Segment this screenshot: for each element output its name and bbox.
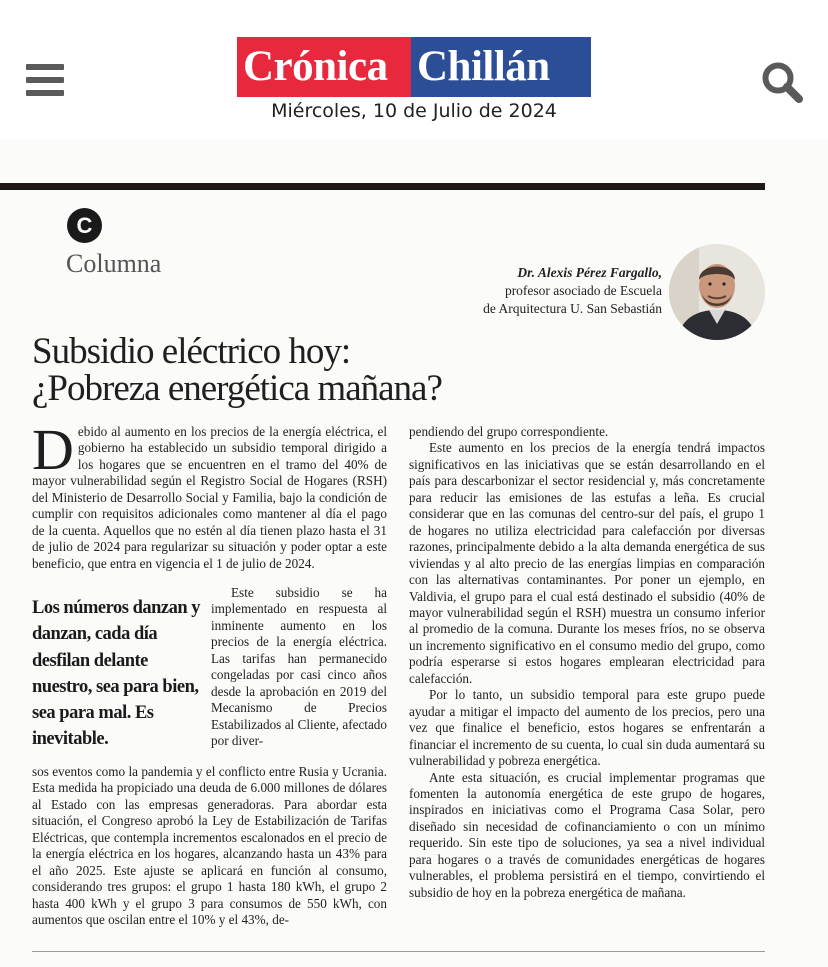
column-right — [409, 424, 765, 901]
article-clipping — [0, 139, 828, 967]
current-date-text: Miércoles, 10 de Julio de 2024 — [271, 100, 557, 122]
paragraph-2-part2: sos eventos como la pandemia y el conflicto entre Rusia y Ucrania. Esta medida ha propiciado una deuda de 6.000 millones de dólares al Estado con las empresas generadoras. Para abordar esta situación, el Congreso aprobó la Ley de Estabilización de Tarifas Eléctricas, que contempla incrementos escalonados en el precio de la energía eléctrica en los hogares, alcanzando hasta un 43% para el año 2025. Este ajuste se aplicará en función al consumo, considerando tres grupos: el grupo 1 hasta 180 kWh, el grupo 2 hasta 400 kWh y el grupo 3 para consumos de 550 kWh, con aumentos que oscilan entre el 10% y el 43%, de- — [32, 764, 387, 928]
bottom-rule — [32, 951, 765, 952]
paragraph-2-continued: pendiendo del grupo correspondiente. — [409, 424, 609, 439]
hamburger-menu-icon[interactable] — [26, 64, 64, 96]
paragraph-1: ebido al aumento en los precios de la energía eléctrica, el gobierno ha establecido un subsidio temporal dirigido a los hogares que se encuentren en el tramo del 40% de mayor vulnerabilidad según el Registro Social de Hogares (RSH) del Ministerio de Desarrollo Social y Familia, bajo la condición de cumplir con requisitos adicionales como mantener al día el pago de la cuenta. Aquellos que no estén al día tienen plazo hasta el 31 de julio de 2024 para regularizar su situación y poder optar a este beneficio, que entra en vigencia el 1 de julio de 2024. — [32, 424, 387, 571]
author-byline — [483, 264, 662, 318]
search-icon[interactable] — [760, 60, 804, 104]
author-name: Dr. Alexis Pérez Fargallo, — [517, 265, 662, 280]
pull-quote: Los números danzan y danzan, cada día desfilan delante nuestro, sea para bien, sea para mal. Es inevitable. — [32, 598, 201, 750]
headline-line1: Subsidio eléctrico hoy: — [32, 331, 351, 372]
article-headline — [32, 333, 632, 407]
paragraph-4: Por lo tanto, un subsidio temporal para este grupo puede ayudar a mitigar el impacto del aumento de los precios, pero una vez que finalice el beneficio, estos hogares se enfrentarán a financiar el incremento de su cuenta, lo cual sin duda aumentará su vulnerabilidad y pobreza energética. — [409, 687, 765, 769]
site-logo[interactable] — [237, 37, 591, 97]
current-date — [0, 100, 828, 122]
section-badge: C — [67, 208, 102, 243]
section-label: Columna — [66, 249, 162, 278]
column-left-middle — [211, 585, 387, 750]
paragraph-3: Este aumento en los precios de la energía tendrá impactos significativos en las iniciativas que se están desarrollando en el país para descarbonizar el sector residencial y, más concretamente para reducir las emisiones de las estufas a leña. Es crucial considerar que en las comunas del centro-sur del país, el grupo 1 de hogares no utiliza electricidad para calefacción por diversas razones, principalmente debido a la alta demanda energética de sus viviendas y al alto precio de las energías limpias en comparación con las alternativas contaminantes. Por poner un ejemplo, en Valdivia, el grupo para el cual está destinado el subsidio (40% de mayor vulnerabilidad según el RSH) muestra un consumo inferior al promedio de la comuna. Durante los meses fríos, no se observa un incremento significativo en el consumo medio del grupo, como podría esperarse si estos hogares emplearan electricidad para calefacción. — [409, 440, 765, 686]
paragraph-5: Ante esta situación, es crucial implementar programas que fomenten la autonomía energética de este grupo de hogares, inspirados en iniciativas como el Programa Casa Solar, pero diseñado sin necesidad de cofinanciamiento o con un mínimo requerido. Sin este tipo de soluciones, ya sea a nivel individual para hogares o a través de comunidades energéticas de hogares vulnerables, el problema persistirá en el tiempo, convirtiendo el subsidio de hoy en la pobreza energética de mañana. — [409, 769, 765, 900]
column-left-bottom — [32, 764, 387, 929]
drop-cap: D — [32, 417, 74, 482]
logo-chillan: Chillán — [411, 37, 591, 97]
author-role-line1: profesor asociado de Escuela — [504, 283, 662, 298]
author-role-line2: de Arquitectura U. San Sebastián — [483, 301, 662, 316]
site-header — [0, 0, 828, 140]
logo-cronica: Crónica — [237, 37, 411, 97]
top-rule — [0, 183, 765, 190]
headline-line2: ¿Pobreza energética mañana? — [32, 368, 442, 409]
author-photo — [669, 244, 765, 340]
paragraph-2-part1: Este subsidio se ha implementado en respuesta al inminente aumento en los precios de la energía eléctrica. Las tarifas han permanecido congeladas por casi cinco años desde la aprobación en 2019 del Mecanismo de Precios Estabilizados al Cliente, afectado por diver- — [211, 585, 387, 749]
column-left-top — [32, 417, 387, 572]
